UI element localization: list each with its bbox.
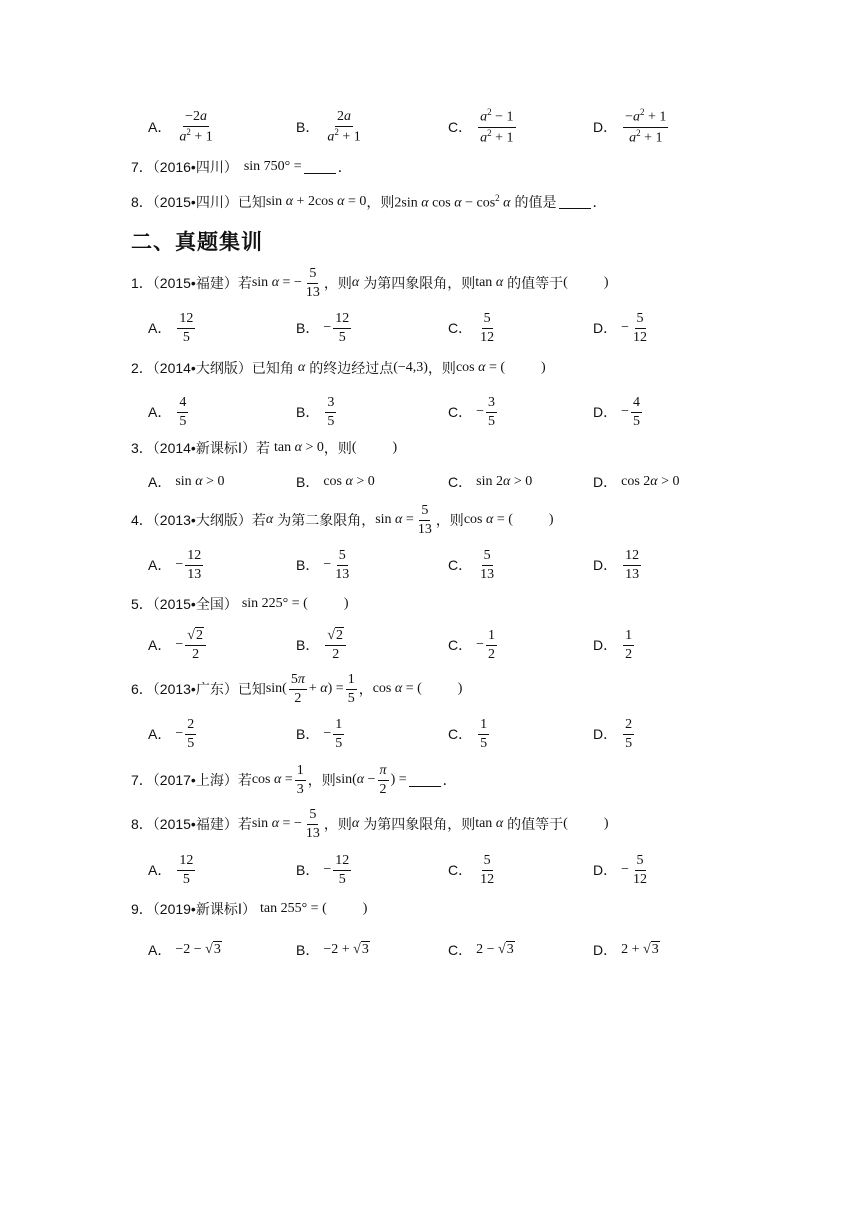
question-prefix: 9．（2019•新课标Ⅰ） (131, 901, 256, 917)
option-b: B． $\frac{3}{5}$ (296, 395, 335, 429)
question-3: 3．（2014•新课标Ⅰ）若 tan α > 0 ，则 ( ) (131, 440, 398, 456)
question-8: 8．（2015•福建）若 sin α = − $\frac{5}{13}$ ，则 α 为第四象限角，则 tan α 的值等于 ( ) (131, 807, 609, 841)
question-5-options (148, 625, 708, 665)
option-a: A． sin α > 0 (148, 474, 225, 490)
question-4-options (148, 545, 708, 585)
question-6-options (148, 714, 708, 754)
question-7: 7．（2017•上海）若 cos α = $\frac{1}{3}$ ，则 sin(α − $\frac{\pi}{2}$ ) = ． (131, 763, 457, 797)
question-prefix: 8．（2015•福建）若 (131, 816, 252, 832)
option-d: D． 2 + √3 (593, 942, 659, 958)
option-a: A． − $\frac{12}{13}$ (148, 548, 202, 582)
option-d: D． $\frac{-a^2 + 1}{a^2 + 1}$ (593, 107, 667, 146)
option-c: C． − $\frac{3}{5}$ (448, 395, 496, 429)
question-prefix: 5．（2015•全国） (131, 596, 238, 612)
option-d: D． $\frac{2}{5}$ (593, 717, 633, 751)
question-8-options (148, 850, 708, 890)
option-b: B． $\frac{√2}{2}$ (296, 625, 348, 665)
question-8-top: 8．（2015•四川）已知 sin α + 2cos α = 0 ，则 2sin α $\cos \alpha - \cos^2 \alpha$ 的值是 ． (131, 192, 607, 211)
option-b: B． − $\frac{1}{5}$ (296, 717, 343, 751)
option-b: B． − $\frac{5}{13}$ (296, 548, 350, 582)
question-6: 6．（2013•广东）已知 sin( $\frac{5\pi}{2}$ + α) = $\frac{1}{5}$ ， cos α = ( ) (131, 672, 463, 706)
option-a: A． $\frac{12}{5}$ (148, 853, 194, 887)
option-c: C． $\frac{5}{13}$ (448, 548, 495, 582)
question-prefix: 8．（2015•四川）已知 (131, 194, 266, 210)
option-c: C． 2 − √3 (448, 942, 514, 958)
option-d: D． − $\frac{5}{12}$ (593, 311, 648, 345)
option-b: B． $\frac{2a}{a^2 + 1}$ (296, 109, 361, 145)
question-9-options (148, 930, 708, 970)
question-prefix: 2．（2014•大纲版）已知角 (131, 360, 294, 376)
option-b: B． −2 + √3 (296, 942, 369, 958)
question-prefix: 6．（2013•广东）已知 (131, 681, 266, 697)
question-3-options (148, 462, 708, 502)
option-b: B． − $\frac{12}{5}$ (296, 311, 350, 345)
question-2-options (148, 392, 708, 432)
question-9: 9．（2019•新课标Ⅰ） tan 255° = ( ) (131, 901, 368, 917)
option-d: D． − $\frac{4}{5}$ (593, 395, 641, 429)
option-c: C． sin 2α > 0 (448, 474, 533, 490)
option-a: A． − $\frac{√2}{2}$ (148, 625, 208, 665)
option-b: B． − $\frac{12}{5}$ (296, 853, 350, 887)
option-d: D． cos 2α > 0 (593, 474, 680, 490)
question-prefix: 7．（2017•上海）若 (131, 772, 252, 788)
option-a: A． $\frac{12}{5}$ (148, 311, 194, 345)
option-d: D． − $\frac{5}{12}$ (593, 853, 648, 887)
option-d: D． $\frac{1}{2}$ (593, 628, 633, 662)
option-a: A． $\frac{-2a}{a^2 + 1}$ (148, 109, 213, 145)
top-options-row (148, 107, 708, 147)
question-7-top: 7．（2016•四川） sin 750° = ． (131, 159, 352, 176)
question-prefix: 3．（2014•新课标Ⅰ）若 (131, 440, 270, 456)
option-b: B． cos α > 0 (296, 474, 375, 490)
option-a: A． − $\frac{2}{5}$ (148, 717, 195, 751)
question-prefix: 1．（2015•福建）若 (131, 275, 252, 291)
option-c: C． $\frac{5}{12}$ (448, 853, 495, 887)
option-a: A． −2 − √3 (148, 942, 221, 958)
option-c: C． − $\frac{1}{2}$ (448, 628, 496, 662)
question-5: 5．（2015•全国） sin 225° = ( ) (131, 596, 349, 612)
section-heading: 二、真题集训 (131, 230, 263, 254)
question-2: 2．（2014•大纲版）已知角 α 的终边经过点 (−4,3) ，则 cos α = ( ) (131, 360, 546, 376)
option-c: C． $\frac{a^2 - 1}{a^2 + 1}$ (448, 107, 514, 146)
question-1-options (148, 308, 708, 348)
question-prefix: 7．（2016•四川） (131, 159, 238, 175)
question-1: 1．（2015•福建）若 sin α = − $\frac{5}{13}$ ，则 α 为第四象限角，则 tan α 的值等于 ( ) (131, 266, 609, 300)
option-c: C． $\frac{1}{5}$ (448, 717, 488, 751)
option-c: C． $\frac{5}{12}$ (448, 311, 495, 345)
option-d: D． $\frac{12}{13}$ (593, 548, 640, 582)
option-a: A． $\frac{4}{5}$ (148, 395, 187, 429)
question-prefix: 4．（2013•大纲版）若 (131, 512, 266, 528)
question-4: 4．（2013•大纲版）若 α 为第二象限角， sin α = $\frac{5}{13}$ ，则 cos α = ( ) (131, 503, 554, 537)
